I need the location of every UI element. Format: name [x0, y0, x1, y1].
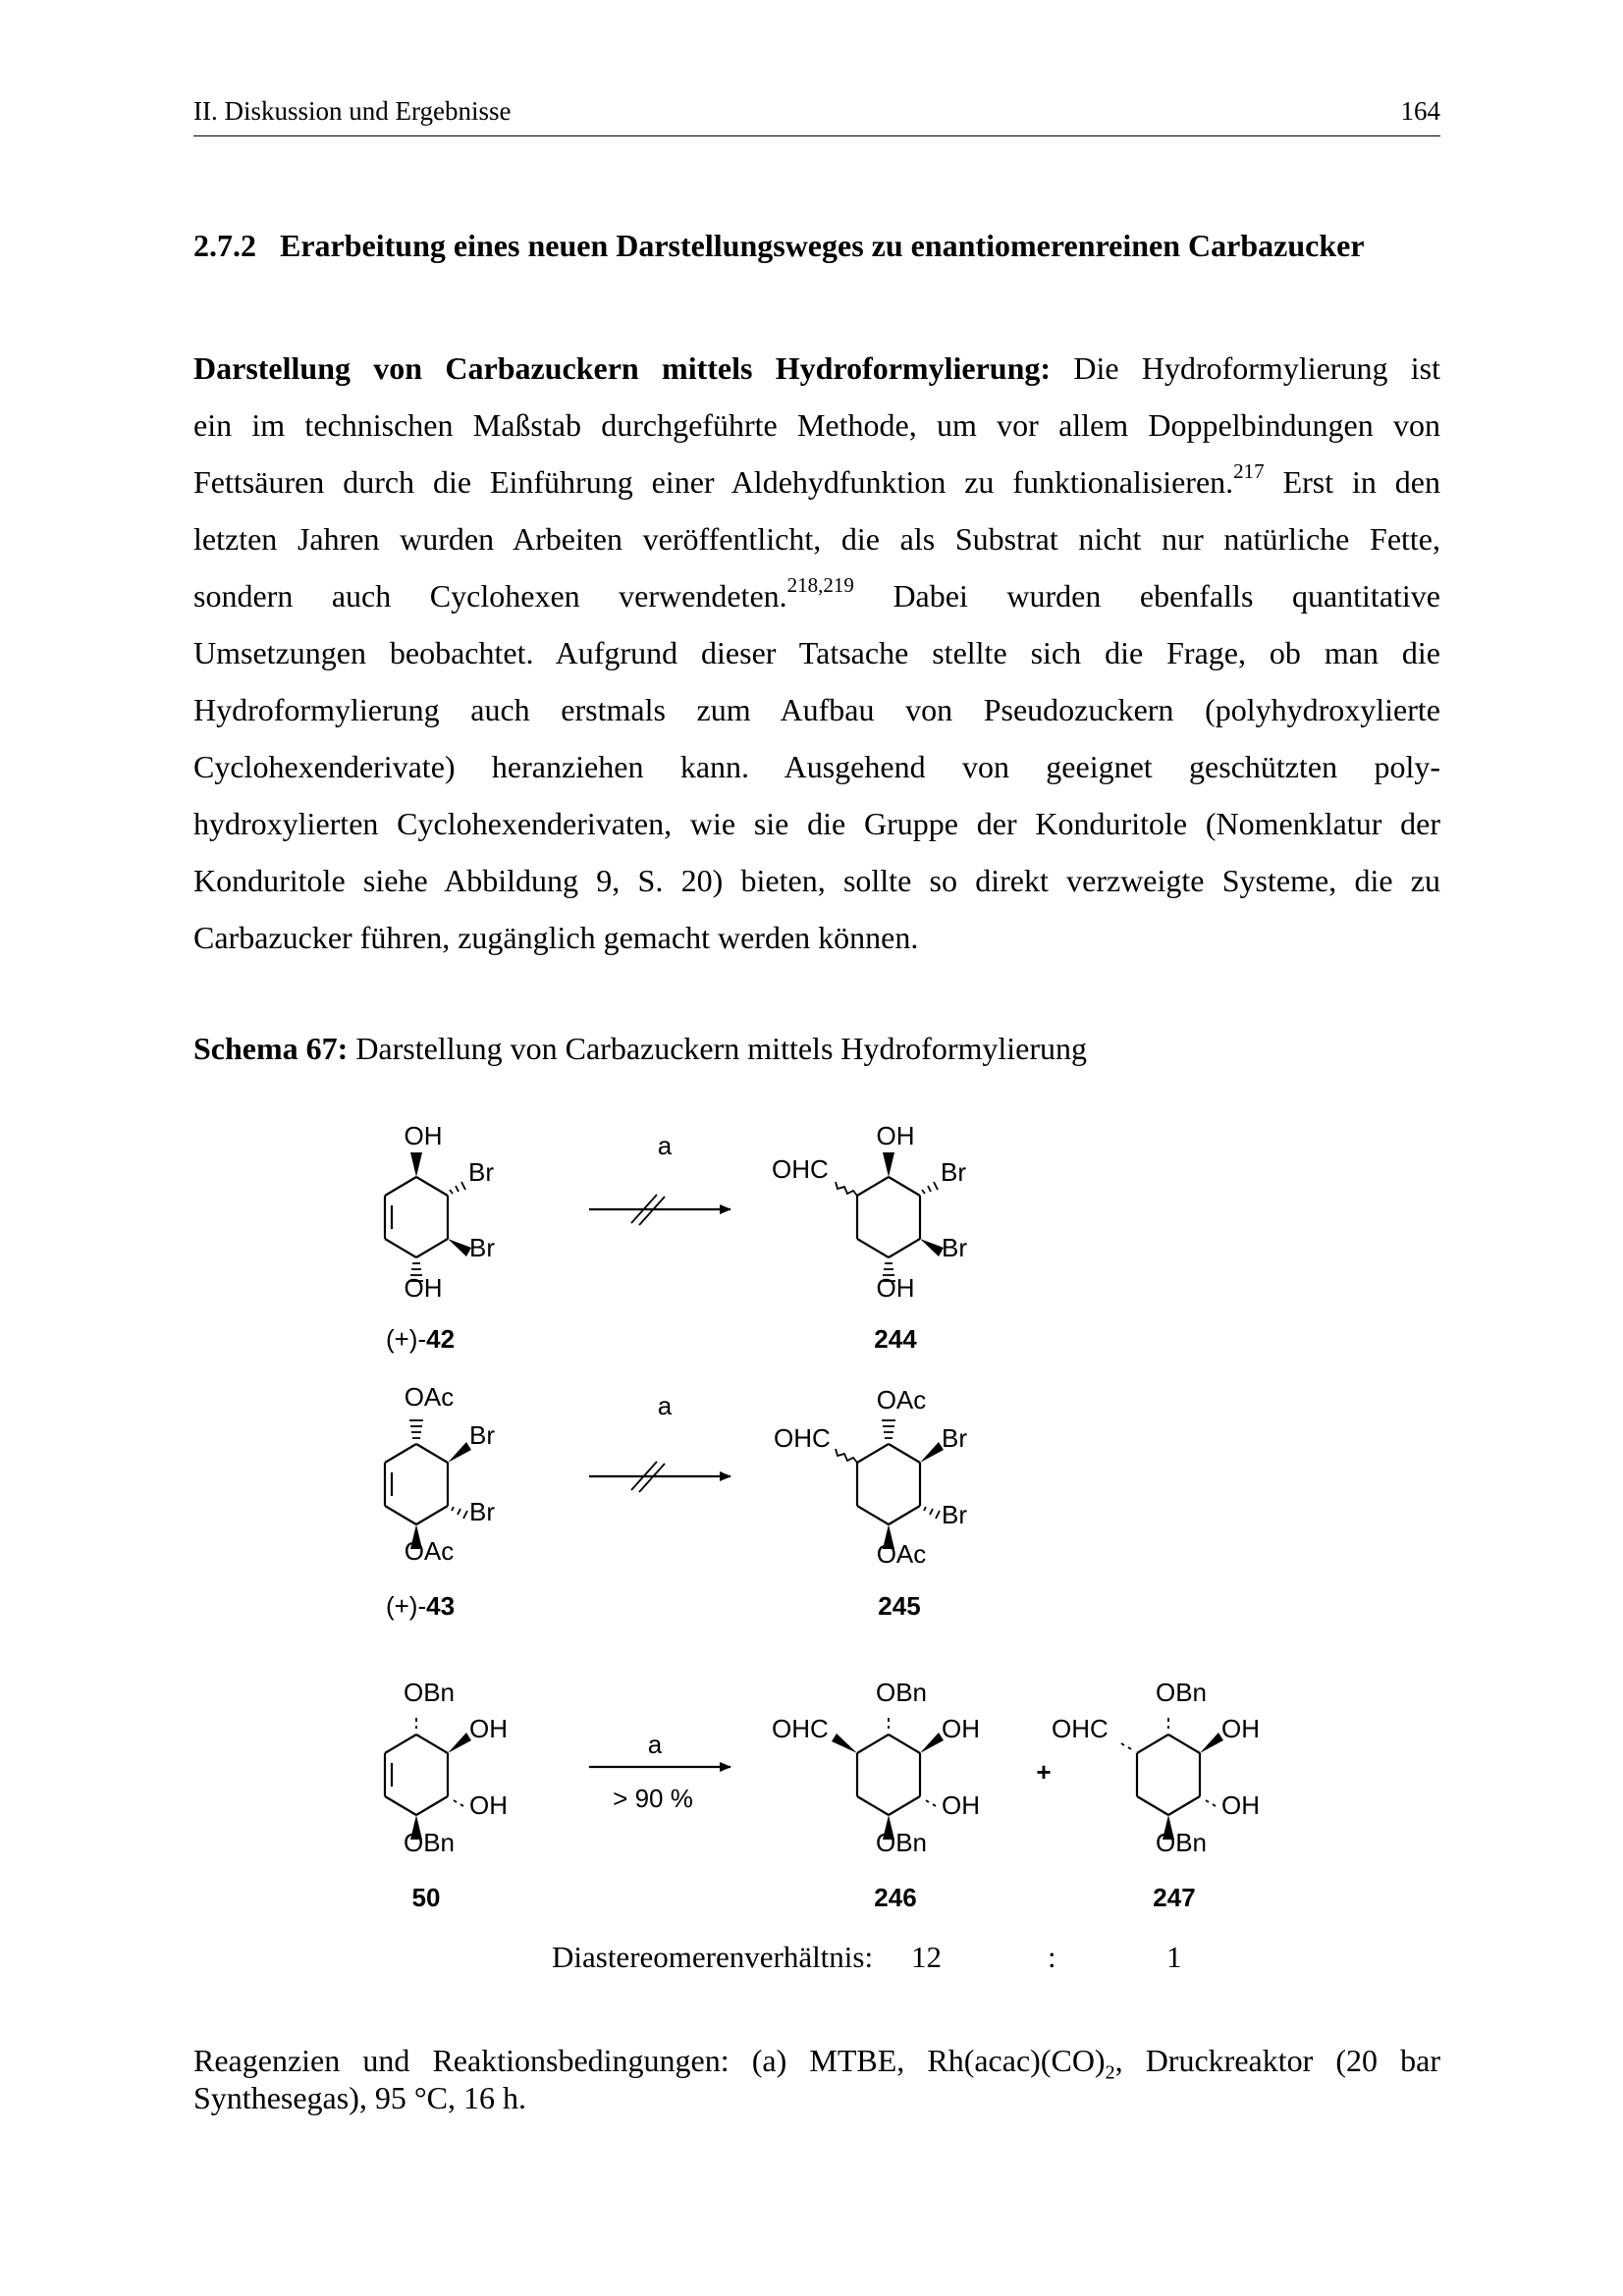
compound-label-50: 50	[411, 1883, 441, 1912]
conditions-text: Reagenzien und Reaktionsbedingungen: (a) MTBE, Rh(acac)(CO)	[193, 2043, 1106, 2078]
molecule-245	[836, 1420, 944, 1549]
compound-label-246: 246	[874, 1883, 917, 1912]
paragraph-line-7: Hydroformylierung auch erstmals zum Aufbau von Pseudozuckern (polyhydroxylierte	[193, 692, 1440, 727]
ratio-value-2: 1	[1166, 1940, 1182, 1974]
page-number: 164	[1400, 96, 1440, 126]
atom-label: OH	[876, 1121, 915, 1150]
molecule-244	[836, 1152, 944, 1281]
paragraph-line-10: Konduritole siehe Abbildung 9, S. 20) bieten, sollte so direkt verzweigte Systeme, die zu	[193, 863, 1440, 898]
atom-label: OH	[469, 1790, 508, 1820]
atom-label: OBn	[403, 1678, 456, 1707]
molecule-247	[1121, 1718, 1223, 1840]
atom-label: OBn	[1155, 1678, 1208, 1707]
paragraph-bold-lead: Darstellung von Carbazuckern mittels Hydroformylierung:	[193, 350, 1052, 386]
atom-label: OHC	[774, 1423, 831, 1453]
paragraph-line-4: letzten Jahren wurden Arbeiten veröffentlicht, die als Substrat nicht nur natürliche Fette,	[193, 521, 1440, 557]
atom-label: OAc	[404, 1536, 455, 1566]
paragraph-line-8: Cyclohexenderivate) heranziehen kann. Ausgehend von geeignet geschützten poly-	[193, 749, 1440, 784]
atom-label: OBn	[403, 1828, 456, 1857]
atom-label: OH	[404, 1121, 443, 1150]
atom-label: Br	[941, 1157, 966, 1187]
atom-label: OH	[942, 1714, 980, 1743]
paragraph-line-6: Umsetzungen beobachtet. Aufgrund dieser Tatsache stellte sich die Frage, ob man die	[193, 635, 1440, 670]
compound-label-245: 245	[878, 1591, 921, 1621]
atom-label: OAc	[404, 1382, 455, 1412]
conditions-text: , Druckreaktor (20 bar	[1114, 2043, 1441, 2078]
molecule-50	[385, 1718, 471, 1840]
atom-label: Br	[942, 1500, 967, 1529]
molecule-42	[385, 1152, 471, 1281]
reagent-label: a	[657, 1391, 673, 1420]
ratio-separator: :	[1048, 1940, 1056, 1974]
conditions-line-2: Synthesegas), 95 °C, 16 h.	[193, 2080, 526, 2115]
section-title-text: Erarbeitung eines neuen Darstellungsweges zu enantiomerenreinen Carbazucker	[280, 228, 1365, 263]
atom-label: Br	[469, 1233, 495, 1262]
atom-label: Br	[469, 1420, 495, 1450]
running-head: II. Diskussion und Ergebnisse	[193, 96, 512, 126]
ratio-label: Diastereomerenverhältnis:	[552, 1940, 874, 1974]
paragraph-text: Erst in den	[1264, 464, 1441, 500]
compound-label-43: (+)-43	[385, 1591, 456, 1621]
atom-label: OH	[1221, 1790, 1260, 1820]
atom-label: Br	[468, 1157, 494, 1187]
atom-label: OHC	[772, 1714, 829, 1743]
atom-label: OHC	[772, 1154, 829, 1184]
atom-label: OBn	[875, 1828, 928, 1857]
compound-label-244: 244	[874, 1324, 917, 1354]
compound-label-247: 247	[1153, 1883, 1196, 1912]
molecule-43	[385, 1420, 471, 1549]
paragraph-text: Fettsäuren durch die Einführung einer Aldehydfunktion zu funktionalisieren.	[193, 464, 1234, 500]
atom-label: OBn	[875, 1678, 928, 1707]
atom-label: Br	[942, 1423, 967, 1453]
paragraph-line-11: Carbazucker führen, zugänglich gemacht werden können.	[193, 920, 919, 955]
molecule-246	[832, 1718, 944, 1840]
atom-label: Br	[469, 1497, 495, 1526]
atom-label: OBn	[1155, 1828, 1208, 1857]
paragraph-text: sondern auch Cyclohexen verwendeten.	[193, 578, 787, 614]
atom-label: OH	[1221, 1714, 1260, 1743]
compound-label-42: (+)-42	[385, 1324, 456, 1354]
atom-label: OH	[469, 1714, 508, 1743]
ratio-value-1: 12	[911, 1940, 942, 1974]
paragraph-line-9: hydroxylierten Cyclohexenderivaten, wie sie die Gruppe der Konduritole (Nomenklatur der	[193, 806, 1440, 841]
reagent-label: a	[647, 1730, 663, 1759]
citation-ref: 218,219	[786, 573, 854, 598]
section-number: 2.7.2	[193, 228, 256, 263]
schema-label: Schema 67:	[193, 1031, 349, 1066]
schema-caption-text: Darstellung von Carbazuckern mittels Hydroformylierung	[348, 1031, 1087, 1066]
paragraph-text: Die Hydroformylierung ist	[1051, 350, 1441, 386]
subscript: 2	[1105, 2061, 1115, 2084]
atom-label: OH	[942, 1790, 980, 1820]
citation-ref: 217	[1233, 459, 1265, 484]
plus-sign: +	[1036, 1757, 1052, 1787]
paragraph-line-2: ein im technischen Maßstab durchgeführte Methode, um vor allem Doppelbindungen von	[193, 407, 1440, 443]
paragraph-text: Dabei wurden ebenfalls quantitative	[853, 578, 1441, 614]
yield-label: > 90 %	[613, 1784, 693, 1813]
atom-label: OHC	[1052, 1714, 1109, 1743]
atom-label: OH	[404, 1273, 443, 1303]
atom-label: Br	[942, 1233, 967, 1262]
atom-label: OAc	[876, 1385, 927, 1415]
reagent-label: a	[657, 1131, 673, 1160]
conditions-line-1	[193, 2042, 1441, 2084]
atom-label: OAc	[876, 1539, 927, 1569]
atom-label: OH	[876, 1273, 915, 1303]
